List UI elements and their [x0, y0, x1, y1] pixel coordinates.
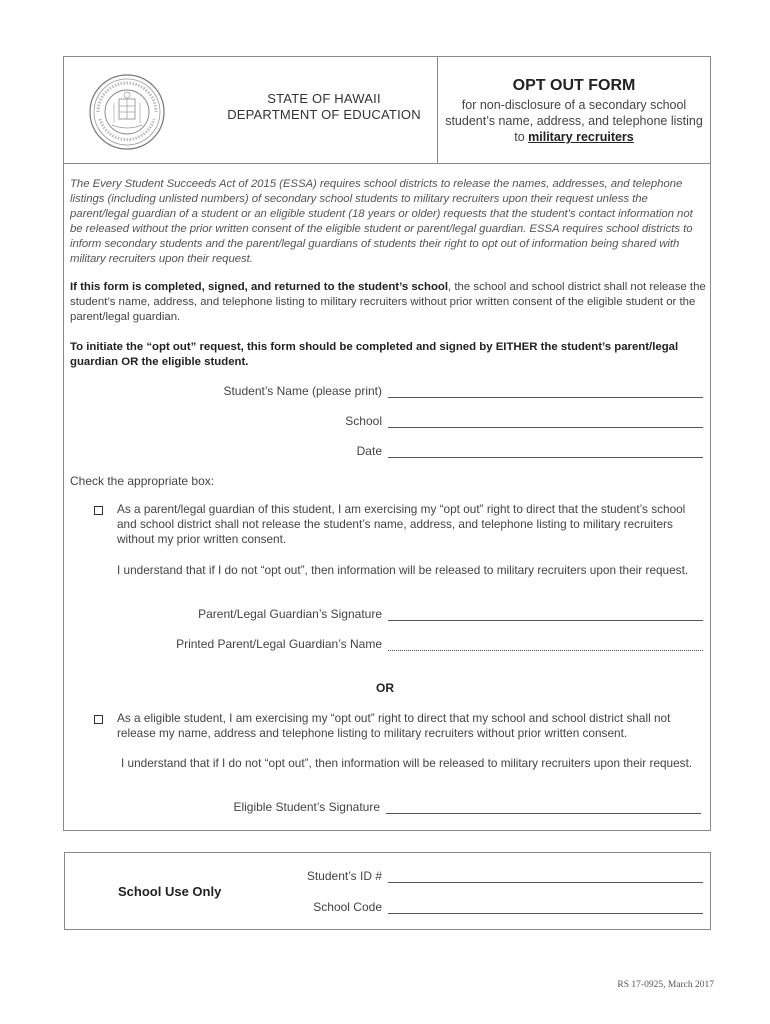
agency-line-department: DEPARTMENT OF EDUCATION — [227, 107, 421, 122]
student-id-field — [70, 869, 382, 885]
student-name-label: Student’s Name (please print) — [223, 384, 382, 398]
school-code-field — [70, 900, 382, 916]
student-signature-label: Eligible Student’s Signature — [233, 800, 380, 814]
student-signature-line[interactable] — [386, 813, 701, 814]
date-field — [70, 444, 382, 460]
initiate-paragraph: To initiate the “opt out” request, this form should be completed and signed by EITHER the student’s parent/legal guardian OR the eligible student. — [70, 341, 679, 368]
or-separator: OR — [376, 681, 394, 695]
school-label: School — [345, 414, 382, 428]
student-signature-field — [70, 800, 380, 816]
agency-name — [214, 91, 434, 123]
parent-signature-label: Parent/Legal Guardian’s Signature — [198, 607, 382, 621]
form-subtitle-text: for non-disclosure of a secondary school student’s name, address, and telephone listing to — [445, 98, 703, 144]
header-divider — [437, 57, 438, 163]
student-id-label: Student’s ID # — [306, 869, 382, 883]
date-line[interactable] — [388, 457, 703, 458]
student-opt-out-checkbox[interactable] — [94, 715, 103, 724]
completion-paragraph-rest: , the school and school district shall not release the student’s name, address, and telephone listing to military recruiters without prior written consent of the eligible student or the parent/legal guardian. — [70, 281, 706, 323]
state-seal-icon — [88, 73, 166, 151]
parent-opt-out-text: As a parent/legal guardian of this student, I am exercising my “opt out” right to direct that the student’s school and school district shall not release the student’s name, address, and telephone listing to military recruiters without my prior written consent. — [117, 502, 686, 546]
parent-printed-name-label: Printed Parent/Legal Guardian’s Name — [176, 637, 382, 651]
parent-opt-out-checkbox[interactable] — [94, 506, 103, 515]
student-id-line[interactable] — [388, 882, 703, 883]
date-label: Date — [356, 444, 382, 458]
form-subtitle-emphasis: military recruiters — [528, 130, 634, 144]
form-code-footer: RS 17-0925, March 2017 — [617, 980, 714, 990]
school-field — [70, 414, 382, 430]
intro-paragraph: The Every Student Succeeds Act of 2015 (ESSA) requires school districts to release the names, addresses, and telephone listings (including unlisted numbers) of secondary school students to military recruiters upon their request unless the parent/legal guardian of a student or an eligible student (18 years or older) requests that the student’s contact information not be released without the prior written consent of the eligible student or parent/legal guardian. ESSA requires school districts to inform secondary students and the parent/legal guardians of students their right to opt out of information being shared with military recruiters upon their request. — [70, 178, 693, 265]
student-name-field — [70, 384, 382, 400]
completion-paragraph-bold: If this form is completed, signed, and returned to the student’s school — [70, 281, 449, 293]
student-name-line[interactable] — [388, 397, 703, 398]
form-title: OPT OUT FORM — [512, 77, 636, 94]
school-code-label: School Code — [313, 900, 382, 914]
school-use-title: School Use Only — [118, 884, 222, 899]
school-code-line[interactable] — [388, 913, 703, 914]
form-subtitle — [444, 97, 704, 145]
student-opt-out-text: As a eligible student, I am exercising my “opt out” right to direct that my school and school district shall not release my name, address and telephone listing to military recruiters without prior written consent. — [117, 711, 671, 740]
parent-printed-name-field — [70, 637, 382, 653]
student-understand-text: I understand that if I do not “opt out”, then information will be released to military recruiters upon their request. — [121, 756, 693, 770]
parent-signature-field — [70, 607, 382, 623]
check-prompt: Check the appropriate box: — [70, 474, 215, 488]
parent-printed-name-line[interactable] — [388, 650, 703, 651]
completion-paragraph — [70, 280, 706, 325]
parent-understand-text: I understand that if I do not “opt out”, then information will be released to military recruiters upon their request. — [117, 563, 689, 577]
form-header — [64, 57, 710, 164]
parent-signature-line[interactable] — [388, 620, 703, 621]
school-line[interactable] — [388, 427, 703, 428]
agency-line-state: STATE OF HAWAII — [267, 91, 381, 106]
